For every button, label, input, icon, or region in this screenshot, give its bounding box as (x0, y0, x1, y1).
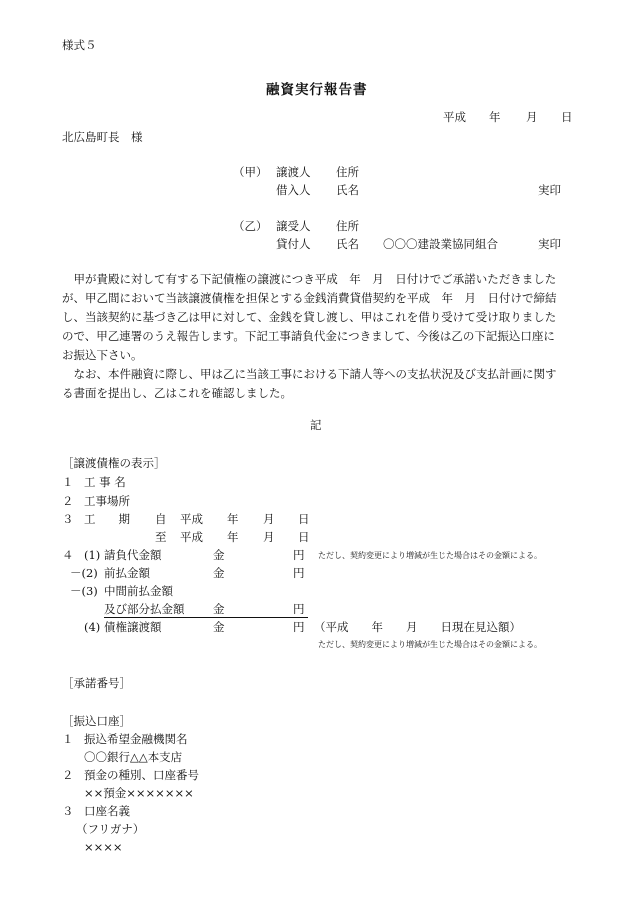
period-to-year: 年 (227, 530, 239, 544)
ki-heading: 記 (310, 418, 322, 432)
body-line: なお、本件融資に際し、甲は乙に当該工事における下請人等への支払状況及び支払計画に関す (62, 367, 557, 381)
addressee: 北広島町長 様 (62, 130, 143, 144)
acct-item3-no: ３ (62, 804, 74, 818)
body-line: が、甲乙間において当該譲渡債権を担保とする金銭消費貸借契約を平成 年 月 日付けで締結 (62, 291, 557, 305)
r3-label2: 及び部分払金額 (104, 602, 185, 616)
period-to-day: 日 (298, 530, 310, 544)
r3-label: 中間前払金額 (104, 584, 173, 598)
kou-seal: 実印 (538, 183, 561, 197)
period-to-month: 月 (263, 530, 275, 544)
r2-num: －(2) (70, 566, 98, 580)
kou-role-assignor: 譲渡人 (276, 165, 311, 179)
kou-role-borrower: 借入人 (276, 183, 311, 197)
period-from-day: 日 (298, 512, 310, 526)
r1-note: ただし、契約変更により増減が生じた場合はその金額による。 (318, 551, 542, 560)
kou-name-label: 氏名 (336, 183, 359, 197)
r2-en: 円 (293, 566, 305, 580)
body-line: ので、甲乙連署のうえ報告します。下記工事請負代金につきまして、今後は乙の下記振込口座に (62, 329, 555, 343)
item1-label: 工 事 名 (84, 475, 126, 489)
period-to: 至 (155, 530, 167, 544)
acct-item2-no: ２ (62, 768, 74, 782)
period-to-era: 平成 (180, 530, 203, 544)
acct-number-value: ××預金××××××× (84, 786, 194, 800)
acct-holder-value: ×××× (84, 840, 123, 854)
r1-en: 円 (293, 548, 305, 562)
r4-label: 債権譲渡額 (104, 620, 162, 634)
otsu-seal: 実印 (538, 237, 561, 251)
r1-num: (1) (84, 548, 101, 562)
period-from-year: 年 (227, 512, 239, 526)
r1-label: 請負代金額 (104, 548, 162, 562)
r4-en: 円 (293, 620, 305, 634)
acct-item2-label: 預金の種別、口座番号 (84, 768, 199, 782)
acct-item1-no: １ (62, 732, 74, 746)
acct-item3-label: 口座名義 (84, 804, 130, 818)
body-line: お振込下さい。 (62, 348, 143, 362)
period-from-month: 月 (263, 512, 275, 526)
kou-address-label: 住所 (336, 165, 359, 179)
acct-kana-label: （フリガナ） (76, 822, 145, 836)
form-number: 様式５ (62, 38, 97, 52)
otsu-role-assignee: 譲受人 (276, 219, 311, 233)
item3-no: ３ (62, 512, 74, 526)
r1-kin: 金 (213, 548, 225, 562)
otsu-address-label: 住所 (336, 219, 359, 233)
body-line: 甲が貴殿に対して有する下記債権の譲渡につき平成 年 月 日付けでご承諾いただきました (62, 272, 557, 286)
period-from: 自 (155, 512, 167, 526)
date-day: 日 (561, 110, 573, 124)
r4-note: ただし、契約変更により増減が生じた場合はその金額による。 (318, 640, 542, 649)
item4-no: ４ (62, 548, 74, 562)
item2-no: ２ (62, 494, 74, 508)
otsu-name-value: 〇〇〇建設業協同組合 (383, 237, 498, 251)
r4-kin: 金 (213, 620, 225, 634)
r4-num: (4) (84, 620, 101, 634)
subtotal-underline (104, 617, 308, 618)
otsu-name-label: 氏名 (336, 237, 359, 251)
date-era: 平成 (443, 110, 466, 124)
otsu-role-lender: 貸付人 (276, 237, 311, 251)
sec2-header: ［承諾番号］ (62, 676, 131, 690)
sec1-header: ［譲渡債権の表示］ (62, 456, 166, 470)
item3-label: 工 期 (84, 512, 130, 526)
acct-item1-label: 振込希望金融機関名 (84, 732, 188, 746)
date-year: 年 (489, 110, 501, 124)
item1-no: １ (62, 475, 74, 489)
r4-paren: （平成 年 月 日現在見込額） (314, 620, 521, 634)
document-title: 融資実行報告書 (266, 82, 368, 98)
date-month: 月 (526, 110, 538, 124)
r3-num: －(3) (70, 584, 98, 598)
body-line: し、当該契約に基づき乙は甲に対して、金銭を貸し渡し、甲はこれを借り受けて受け取りました (62, 310, 557, 324)
r3-kin: 金 (213, 602, 225, 616)
period-from-era: 平成 (180, 512, 203, 526)
r3-en: 円 (293, 602, 305, 616)
kou-label: （甲） (233, 165, 268, 179)
body-line: る書面を提出し、乙はこれを確認しました。 (62, 386, 292, 400)
otsu-label: （乙） (233, 219, 268, 233)
item2-label: 工事場所 (84, 494, 130, 508)
r2-label: 前払金額 (104, 566, 150, 580)
sec3-header: ［振込口座］ (62, 714, 131, 728)
r2-kin: 金 (213, 566, 225, 580)
body-paragraph (62, 270, 572, 403)
acct-bank-value: 〇〇銀行△△本支店 (84, 750, 183, 764)
